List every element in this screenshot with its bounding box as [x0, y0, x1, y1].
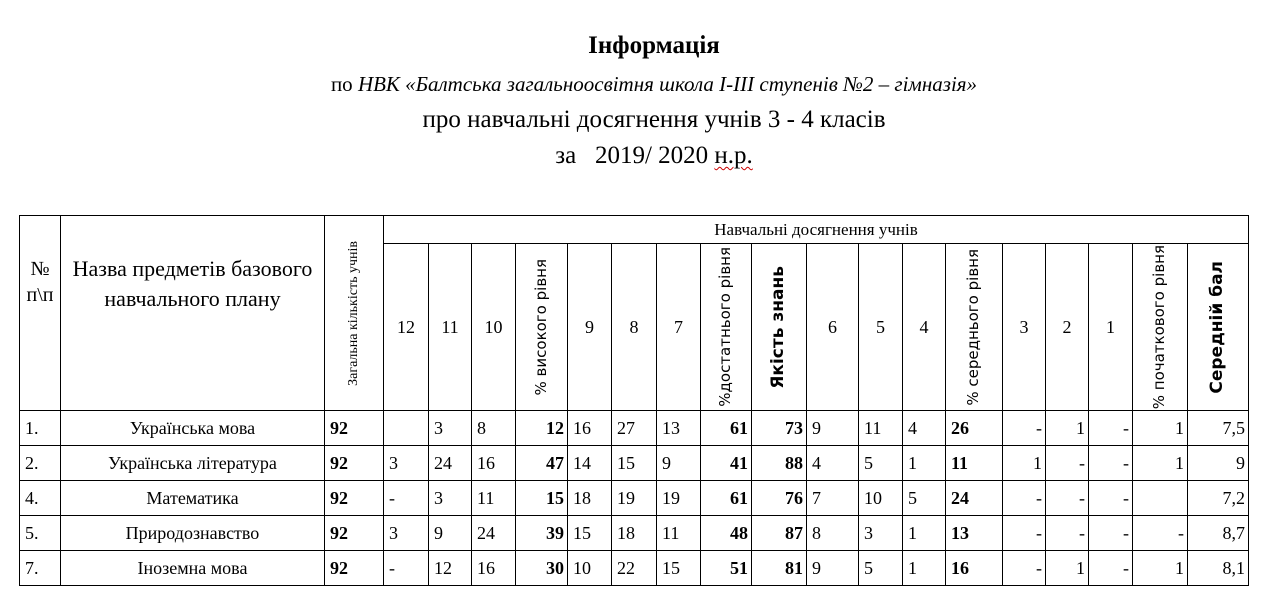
school-name: НВК «Балтська загальноосвітня школа І-ІІІ ступенів №2 – гімназія» [357, 72, 978, 96]
grade-6-count: 9 [807, 411, 859, 446]
row-number: 2. [20, 446, 61, 481]
pct-high-value: 30 [516, 551, 568, 586]
row-number: 7. [20, 551, 61, 586]
grade-10-count: 24 [472, 516, 516, 551]
pct-medium-value: 16 [946, 551, 1003, 586]
grade-8-count: 27 [612, 411, 657, 446]
pct-high-value: 12 [516, 411, 568, 446]
table-row [20, 516, 1249, 551]
pct-high-value: 47 [516, 446, 568, 481]
subject-name: Природознавство [61, 516, 325, 551]
average-score-value: 7,2 [1188, 481, 1249, 516]
pct-initial-value [1133, 481, 1188, 516]
grade-8-count: 15 [612, 446, 657, 481]
grade-7-count: 19 [657, 481, 701, 516]
grade-10-count: 11 [472, 481, 516, 516]
grade-5-count: 5 [859, 446, 903, 481]
grade-4-count: 1 [903, 446, 946, 481]
header-pct-medium: % середнього рівня [946, 244, 1003, 411]
header-grade-8: 8 [612, 244, 657, 411]
grade-10-count: 8 [472, 411, 516, 446]
grade-10-count: 16 [472, 446, 516, 481]
pct-initial-value: 1 [1133, 551, 1188, 586]
header-grade-4: 4 [903, 244, 946, 411]
row-number: 1. [20, 411, 61, 446]
grade-2-count: - [1046, 481, 1089, 516]
subject-name: Українська література [61, 446, 325, 481]
grade-4-count: 4 [903, 411, 946, 446]
quality-value: 81 [752, 551, 807, 586]
grade-9-count: 10 [568, 551, 612, 586]
total-students: 92 [325, 481, 384, 516]
average-score-value: 8,7 [1188, 516, 1249, 551]
pct-high-value: 39 [516, 516, 568, 551]
grade-2-count: - [1046, 516, 1089, 551]
grade-2-count: - [1046, 446, 1089, 481]
header-grade-6: 6 [807, 244, 859, 411]
year-prefix: за 2019/ 2020 [555, 142, 715, 169]
table-row [20, 551, 1249, 586]
header-number: № п\п [20, 216, 61, 411]
pct-initial-value: 1 [1133, 411, 1188, 446]
grade-9-count: 14 [568, 446, 612, 481]
header-grade-11: 11 [429, 244, 472, 411]
grade-12-count: 3 [384, 516, 429, 551]
quality-value: 88 [752, 446, 807, 481]
pct-initial-value: - [1133, 516, 1188, 551]
grade-8-count: 19 [612, 481, 657, 516]
grade-6-count: 8 [807, 516, 859, 551]
subtitle-prefix: по [330, 72, 358, 96]
grade-3-count: - [1003, 516, 1046, 551]
average-score-value: 7,5 [1188, 411, 1249, 446]
header-achievements-group: Навчальні досягнення учнів [384, 216, 1249, 244]
pct-medium-value: 26 [946, 411, 1003, 446]
grade-11-count: 3 [429, 481, 472, 516]
grade-11-count: 9 [429, 516, 472, 551]
grade-1-count: - [1089, 446, 1133, 481]
table-row [20, 446, 1249, 481]
pct-initial-value: 1 [1133, 446, 1188, 481]
grade-7-count: 11 [657, 516, 701, 551]
grade-5-count: 5 [859, 551, 903, 586]
header-pct-initial: % початкового рівня [1133, 244, 1188, 411]
grade-1-count: - [1089, 551, 1133, 586]
grade-9-count: 18 [568, 481, 612, 516]
header-total-students: Загальна кількість учнів [325, 216, 384, 411]
row-number: 4. [20, 481, 61, 516]
total-students: 92 [325, 516, 384, 551]
header-pct-sufficient: %достатнього рівня [701, 244, 752, 411]
grade-9-count: 16 [568, 411, 612, 446]
header-grade-2: 2 [1046, 244, 1089, 411]
pct-sufficient-value: 41 [701, 446, 752, 481]
grade-1-count: - [1089, 481, 1133, 516]
grade-2-count: 1 [1046, 551, 1089, 586]
grade-7-count: 13 [657, 411, 701, 446]
table-row [20, 411, 1249, 446]
pct-medium-value: 24 [946, 481, 1003, 516]
total-students: 92 [325, 411, 384, 446]
header-grade-3: 3 [1003, 244, 1046, 411]
grade-11-count: 24 [429, 446, 472, 481]
header-grade-10: 10 [472, 244, 516, 411]
pct-medium-value: 13 [946, 516, 1003, 551]
grade-4-count: 5 [903, 481, 946, 516]
pct-sufficient-value: 48 [701, 516, 752, 551]
row-number: 5. [20, 516, 61, 551]
grade-4-count: 1 [903, 551, 946, 586]
total-students: 92 [325, 446, 384, 481]
quality-value: 73 [752, 411, 807, 446]
school-line [14, 72, 1280, 97]
grade-8-count: 18 [612, 516, 657, 551]
grade-11-count: 3 [429, 411, 472, 446]
grade-3-count: 1 [1003, 446, 1046, 481]
average-score-value: 9 [1188, 446, 1249, 481]
subject-name: Математика [61, 481, 325, 516]
total-students: 92 [325, 551, 384, 586]
table-row [20, 481, 1249, 516]
header-grade-12: 12 [384, 244, 429, 411]
grade-10-count: 16 [472, 551, 516, 586]
pct-medium-value: 11 [946, 446, 1003, 481]
page-title: Інформація [588, 32, 720, 59]
header-grade-1: 1 [1089, 244, 1133, 411]
grade-6-count: 9 [807, 551, 859, 586]
grade-6-count: 4 [807, 446, 859, 481]
quality-value: 87 [752, 516, 807, 551]
grade-12-count: 3 [384, 446, 429, 481]
grade-7-count: 9 [657, 446, 701, 481]
achievements-table [19, 215, 1249, 586]
grade-3-count: - [1003, 481, 1046, 516]
year-suffix: н.р. [714, 142, 753, 169]
header-subject: Назва предметів базового навчального плану [61, 216, 325, 411]
grade-4-count: 1 [903, 516, 946, 551]
pct-sufficient-value: 61 [701, 481, 752, 516]
grade-1-count: - [1089, 516, 1133, 551]
pct-high-value: 15 [516, 481, 568, 516]
pct-sufficient-value: 51 [701, 551, 752, 586]
grade-8-count: 22 [612, 551, 657, 586]
subject-name: Українська мова [61, 411, 325, 446]
grade-2-count: 1 [1046, 411, 1089, 446]
grade-12-count: - [384, 551, 429, 586]
grade-6-count: 7 [807, 481, 859, 516]
average-score-value: 8,1 [1188, 551, 1249, 586]
grade-1-count: - [1089, 411, 1133, 446]
grade-7-count: 15 [657, 551, 701, 586]
grade-5-count: 3 [859, 516, 903, 551]
grade-9-count: 15 [568, 516, 612, 551]
header-grade-9: 9 [568, 244, 612, 411]
report-subject-line: про навчальні досягнення учнів 3 - 4 класів [422, 106, 886, 133]
grade-3-count: - [1003, 551, 1046, 586]
header-grade-7: 7 [657, 244, 701, 411]
grade-12-count [384, 411, 429, 446]
grade-11-count: 12 [429, 551, 472, 586]
academic-year-line [14, 142, 1280, 170]
header-average-score: Середній бал [1188, 244, 1249, 411]
quality-value: 76 [752, 481, 807, 516]
grade-5-count: 10 [859, 481, 903, 516]
grade-5-count: 11 [859, 411, 903, 446]
grade-12-count: - [384, 481, 429, 516]
header-quality: Якість знань [752, 244, 807, 411]
pct-sufficient-value: 61 [701, 411, 752, 446]
header-grade-5: 5 [859, 244, 903, 411]
subject-name: Іноземна мова [61, 551, 325, 586]
grade-3-count: - [1003, 411, 1046, 446]
header-pct-high: % високого рівня [516, 244, 568, 411]
